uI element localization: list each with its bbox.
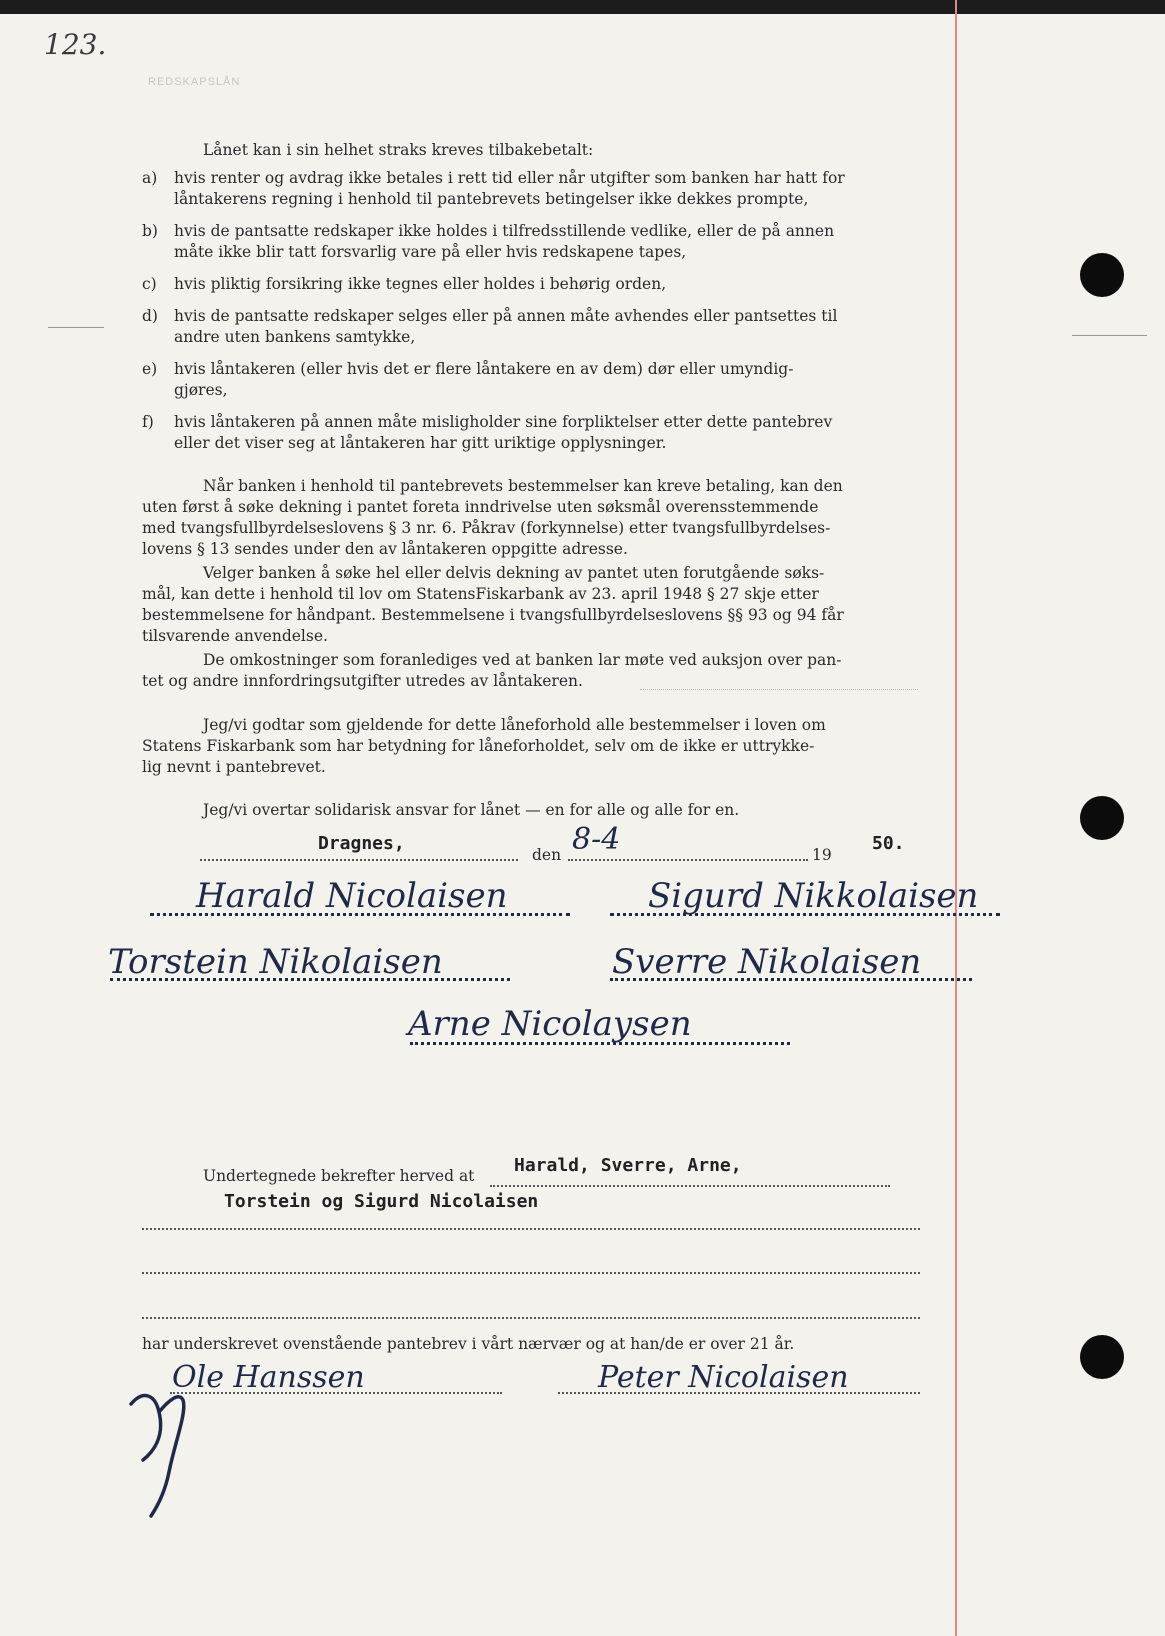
term-line: hvis de pantsatte redskaper ikke holdes i tilfredsstillende vedlike, eller de på annen: [174, 222, 835, 240]
witness-signature-2: Peter Nicolaisen: [598, 1360, 849, 1395]
term-line: hvis pliktig forsikring ikke tegnes eller holdes i behørig orden,: [174, 275, 667, 293]
paragraph-line: bestemmelsene for håndpant. Bestemmelsene i tvangsfullbyrdelseslovens §§ 93 og 94 får: [142, 606, 844, 624]
signature-line-5: [410, 1042, 790, 1045]
borrower-signature-2: Sigurd Nikkolaisen: [648, 876, 979, 916]
paragraph-line: Når banken i henhold til pantebrevets bestemmelser kan kreve betaling, kan den: [203, 477, 843, 495]
signature-line-2: [610, 913, 1000, 916]
binder-hole-middle: [1080, 796, 1124, 840]
binder-hole-top: [1080, 253, 1124, 297]
margin-rule: [955, 0, 957, 1636]
paragraph-line: De omkostninger som foranlediges ved at banken lar møte ved auksjon over pan-: [203, 651, 842, 669]
paragraph-line: lig nevnt i pantebrevet.: [142, 758, 326, 776]
witness-signature-1: Ole Hanssen: [172, 1360, 365, 1395]
term-letter: a): [142, 169, 158, 187]
signature-line-4: [610, 978, 972, 981]
term-letter: b): [142, 222, 158, 240]
fold-mark-left: [48, 327, 104, 328]
paragraph-line: lovens § 13 sendes under den av låntakeren oppgitte adresse.: [142, 540, 628, 558]
date-label: den: [532, 846, 562, 864]
term-letter: f): [142, 413, 154, 431]
paragraph-line: Jeg/vi godtar som gjeldende for dette låneforhold alle bestemmelser i loven om: [203, 716, 826, 734]
paragraph-line: uten først å søke dekning i pantet foreta inndrivelse uten søksmål overensstemmende: [142, 498, 819, 516]
confirmation-label: Undertegnede bekrefter herved at: [203, 1167, 475, 1185]
terms-intro: Lånet kan i sin helhet straks kreves tilbakebetalt:: [203, 141, 594, 159]
date-value: 8-4: [572, 822, 621, 857]
term-line: hvis renter og avdrag ikke betales i rett tid eller når utgifter som banken har hatt for: [174, 169, 845, 187]
year-prefix: 19: [812, 846, 832, 864]
date-line: [568, 859, 808, 861]
term-line: hvis låntakeren på annen måte misligholder sine forpliktelser etter dette pantebrev: [174, 413, 833, 431]
year-value: 50.: [872, 833, 905, 854]
paragraph-line: med tvangsfullbyrdelseslovens § 3 nr. 6. Påkrav (forkynnelse) etter tvangsfullbyrdelses-: [142, 519, 831, 537]
faint-header: REDSKAPSLÅN: [148, 76, 241, 88]
paragraph-filler-dots: [640, 689, 918, 690]
confirmation-closing: har underskrevet ovenstående pantebrev i vårt nærvær og at han/de er over 21 år.: [142, 1335, 795, 1353]
signature-line-3: [110, 978, 510, 981]
witness-line-2: [558, 1392, 920, 1394]
term-line: låntakerens regning i henhold til pantebrevets betingelser ikke dekkes prompte,: [174, 190, 809, 208]
term-line: hvis de pantsatte redskaper selges eller på annen måte avhendes eller pantsettes til: [174, 307, 838, 325]
term-line: eller det viser seg at låntakeren har gitt uriktige opplysninger.: [174, 434, 667, 452]
paragraph-line: tet og andre innfordringsutgifter utredes av låntakeren.: [142, 672, 583, 690]
scan-top-border: [0, 0, 1165, 14]
binder-hole-bottom: [1080, 1335, 1124, 1379]
borrower-signature-1: Harald Nicolaisen: [196, 876, 508, 916]
confirmation-line-3: [142, 1272, 920, 1274]
paragraph-line: mål, kan dette i henhold til lov om StatensFiskarbank av 23. april 1948 § 27 skje etter: [142, 585, 819, 603]
fold-mark-right: [1072, 335, 1147, 336]
page-number: 123.: [44, 28, 107, 61]
handwritten-initial-mark: [125, 1382, 195, 1522]
place-line: [200, 859, 518, 861]
paragraph-line: Velger banken å søke hel eller delvis dekning av pantet uten forutgående søks-: [203, 564, 825, 582]
confirmation-line-1: [490, 1185, 890, 1187]
term-line: måte ikke blir tatt forsvarlig vare på eller hvis redskapene tapes,: [174, 243, 687, 261]
term-line: gjøres,: [174, 381, 228, 399]
paragraph-line: Jeg/vi overtar solidarisk ansvar for lånet — en for alle og alle for en.: [203, 801, 740, 819]
borrower-signature-3: Torstein Nikolaisen: [108, 942, 443, 982]
place-value: Dragnes,: [318, 833, 405, 854]
confirmation-line-2: [142, 1228, 920, 1230]
confirmation-names-2: Torstein og Sigurd Nicolaisen: [224, 1191, 539, 1212]
borrower-signature-5: Arne Nicolaysen: [408, 1004, 692, 1044]
borrower-signature-4: Sverre Nikolaisen: [612, 942, 922, 982]
paragraph-line: Statens Fiskarbank som har betydning for låneforholdet, selv om de ikke er uttrykke-: [142, 737, 815, 755]
term-letter: c): [142, 275, 157, 293]
term-letter: e): [142, 360, 158, 378]
witness-line-1: [170, 1392, 502, 1394]
paragraph-line: tilsvarende anvendelse.: [142, 627, 328, 645]
term-line: hvis låntakeren (eller hvis det er flere låntakere en av dem) dør eller umyndig-: [174, 360, 794, 378]
term-letter: d): [142, 307, 158, 325]
term-line: andre uten bankens samtykke,: [174, 328, 416, 346]
confirmation-names-1: Harald, Sverre, Arne,: [514, 1155, 742, 1176]
confirmation-line-4: [142, 1317, 920, 1319]
signature-line-1: [150, 913, 570, 916]
